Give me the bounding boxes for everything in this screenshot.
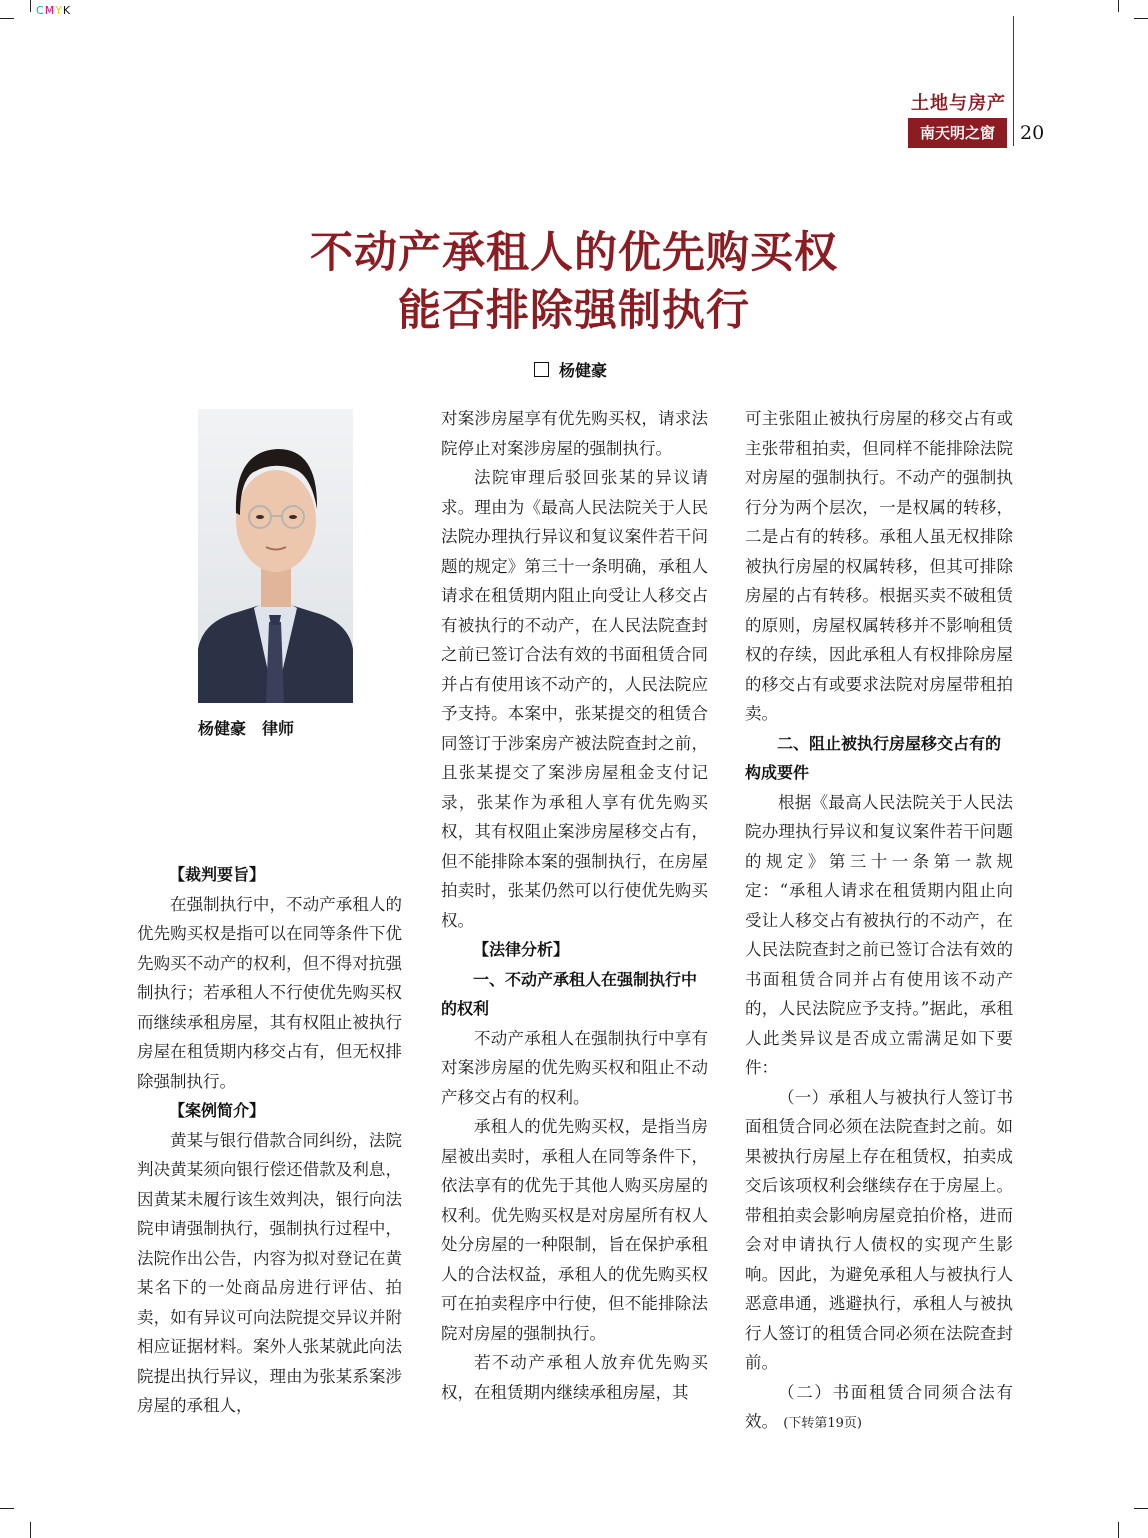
crop-mark — [1118, 0, 1119, 12]
page-number: 20 — [1020, 122, 1045, 144]
paragraph: 在强制执行中，不动产承租人的优先购买权是指可以在同等条件下优先购买不动产的权利，但不得对抗强制执行；若承租人不行使优先购买权而继续承租房屋，其有权阻止被执行房屋在租赁期内移交占有，但无权排除强制执行。 — [137, 894, 402, 1091]
paragraph-text: （二）书面租赁合同须合法有效。 — [745, 1382, 1013, 1431]
paragraph: 承租人的优先购买权，是指当房屋被出卖时，承租人在同等条件下，依法享有的优先于其他人购买房屋的权利。优先购买权是对房屋所有权人处分房屋的一种限制，旨在保护承租人的合法权益，承租人的优先购买权可在拍卖程序中行使，但不能排除法院对房屋的强制执行。 — [441, 1117, 708, 1343]
author-name: 杨健豪 — [559, 361, 608, 380]
crop-mark — [30, 1522, 31, 1538]
paragraph: 法院审理后驳回张某的异议请求。理由为《最高人民法院关于人民法院办理执行异议和复议案件若干问题的规定》第三十一条明确，承租人请求在租赁期内阻止向受让人移交占有被执行的不动产，在人民法院查封之前已签订合法有效的书面租赁合同并占有使用该不动产的，人民法院应予支持。本案中，张某提交的租赁合同签订于涉案房产被法院查封之前，且张某提交了案涉房屋租金支付记录，张某作为承租人享有优先购买权，其有权阻止案涉房屋移交占有，但不能排除本案的强制执行，在房屋拍卖时，张某仍然可以行使优先购买权。 — [441, 468, 708, 930]
paragraph: （一）承租人与被执行人签订书面租赁合同必须在法院查封之前。如果被执行房屋上存在租赁权，拍卖成交后该项权利会继续存在于房屋上。带租拍卖会影响房屋竞拍价格，进而会对申请执行人债权的实现产生影响。因此，为避免承租人与被执行人恶意串通，逃避执行，承租人与被执行人签订的租赁合同必须在法院查封前。 — [745, 1087, 1013, 1372]
crop-mark — [1118, 1522, 1119, 1538]
article-title-line-2: 能否排除强制执行 — [398, 286, 750, 336]
continued-note: (下转第19页) — [783, 1416, 862, 1431]
section-title: 土地与房产 — [911, 93, 1006, 114]
crop-mark — [1134, 18, 1148, 19]
heading-legal-analysis: 【法律分析】 — [473, 940, 570, 959]
text-column-3 — [745, 404, 1013, 1439]
photo-caption: 杨健豪 律师 — [198, 719, 295, 738]
heading-section-one: 一、不动产承租人在强制执行中的权利 — [441, 969, 698, 1018]
paragraph: 若不动产承租人放弃优先购买权，在租赁期内继续承租房屋，其 — [441, 1353, 708, 1402]
text-column-2 — [441, 404, 708, 1407]
author-photo — [198, 409, 353, 703]
column-badge: 南天明之窗 — [908, 118, 1007, 148]
author-byline — [534, 358, 607, 381]
paragraph — [745, 1378, 1013, 1439]
heading-section-two: 二、阻止被执行房屋移交占有的构成要件 — [745, 733, 1002, 782]
heading-case-summary: 【案例简介】 — [169, 1101, 266, 1120]
heading-judgment-gist: 【裁判要旨】 — [169, 865, 266, 884]
paragraph: 对案涉房屋享有优先购买权，请求法院停止对案涉房屋的强制执行。 — [441, 409, 708, 458]
crop-mark — [0, 18, 14, 19]
paragraph: 根据《最高人民法院关于人民法院办理执行异议和复议案件若干问题的规定》第三十一条第一款规定：“承租人请求在租赁期内阻止向受让人移交占有被执行的不动产，在人民法院查封之前已签订合法有效的书面租赁合同并占有使用该不动产的，人民法院应予支持。”据此，承租人此类异议是否成立需满足如下要件： — [745, 792, 1013, 1077]
text-column-1 — [137, 860, 402, 1421]
crop-mark — [1134, 1508, 1148, 1509]
portrait-illustration — [198, 409, 353, 703]
square-bullet-icon — [534, 362, 549, 377]
paragraph: 黄某与银行借款合同纠纷，法院判决黄某须向银行偿还借款及利息，因黄某未履行该生效判决，银行向法院申请强制执行，强制执行过程中，法院作出公告，内容为拟对登记在黄某名下的一处商品房进行评估、拍卖，如有异议可向法院提交异议并附相应证据材料。案外人张某就此向法院提出执行异议，理由为张某系案涉房屋的承租人， — [137, 1130, 402, 1415]
crop-mark — [0, 1508, 14, 1509]
paragraph: 可主张阻止被执行房屋的移交占有或主张带租拍卖，但同样不能排除法院对房屋的强制执行。不动产的强制执行分为两个层次，一是权属的转移，二是占有的转移。承租人虽无权排除被执行房屋的权属转移，但其可排除房屋的占有转移。根据买卖不破租赁的原则，房屋权属转移并不影响租赁权的存续，因此承租人有权排除房屋的移交占有或要求法院对房屋带租拍卖。 — [745, 409, 1013, 723]
paragraph: 不动产承租人在强制执行中享有对案涉房屋的优先购买权和阻止不动产移交占有的权利。 — [441, 1028, 708, 1107]
color-registration-marks: CMYK — [36, 4, 72, 17]
article-title-line-1: 不动产承租人的优先购买权 — [310, 228, 838, 278]
crop-mark — [30, 0, 31, 12]
header-divider — [1013, 16, 1014, 146]
